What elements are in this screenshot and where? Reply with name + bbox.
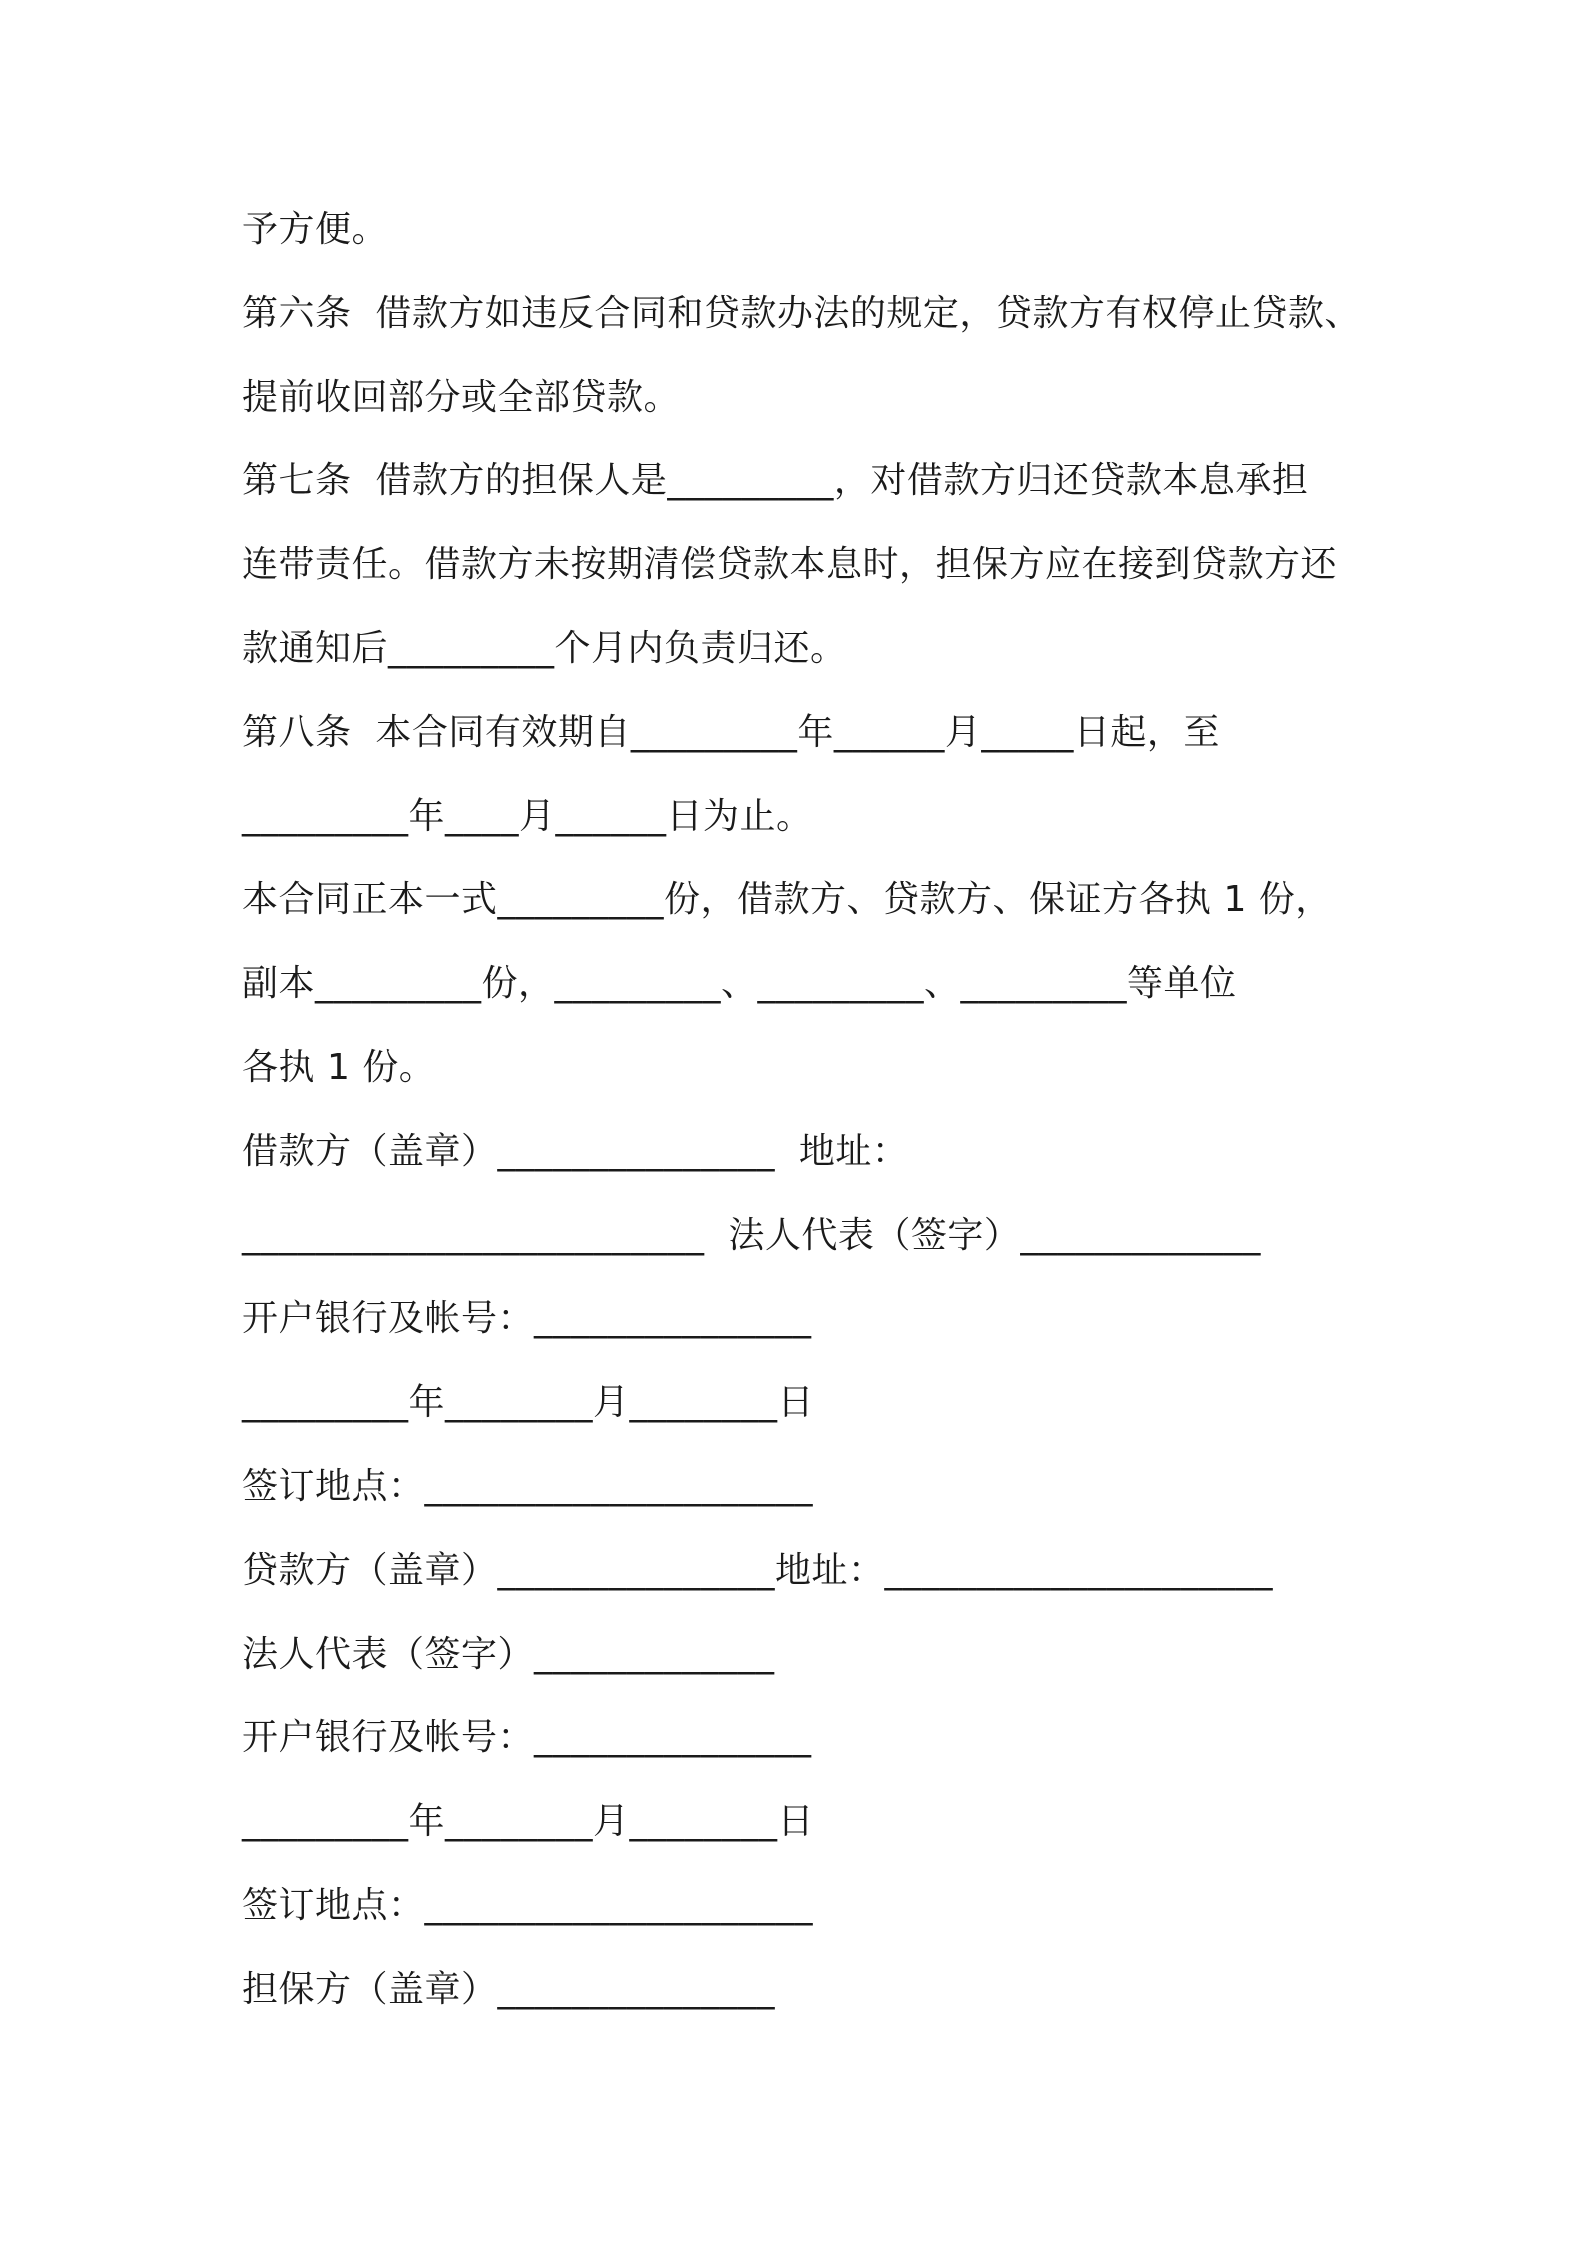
article-6-line-2: 提前收回部分或全部贷款。 [242, 377, 681, 418]
copies-line-3: 各执 1 份。 [242, 1047, 436, 1088]
lender-seal-line: 贷款方（盖章）_______________地址：_____________________ [242, 1550, 1274, 1591]
lender-bank-line: 开户银行及帐号：_______________ [242, 1717, 812, 1758]
article-7-line-3: 款通知后_________个月内负责归还。 [242, 628, 847, 669]
article-8-line-1: 第八条 本合同有效期自_________年______月_____日起，至 [242, 712, 1220, 753]
article-7-line-2: 连带责任。借款方未按期清偿贷款本息时，担保方应在接到贷款方还 [242, 544, 1338, 585]
borrower-bank-line: 开户银行及帐号：_______________ [242, 1298, 812, 1339]
lender-date-line: _________年________月________日 [242, 1801, 814, 1842]
lender-place-line: 签订地点：_____________________ [242, 1885, 814, 1926]
article-8-line-2: _________年____月______日为止。 [242, 796, 813, 837]
borrower-rep-line: _________________________ 法人代表（签字）_____________ [242, 1215, 1261, 1256]
copies-line-1: 本合同正本一式_________份，借款方、贷款方、保证方各执 1 份， [242, 879, 1332, 920]
borrower-place-line: 签订地点：_____________________ [242, 1466, 814, 1507]
text-line-continuation: 予方便。 [242, 209, 389, 250]
guarantor-seal-line: 担保方（盖章）_______________ [242, 1969, 776, 2010]
article-6-line-1: 第六条 借款方如违反合同和贷款办法的规定，贷款方有权停止贷款、 [242, 293, 1361, 334]
copies-line-2: 副本_________份，_________、_________、_________等单位 [242, 963, 1237, 1004]
lender-rep-line: 法人代表（签字）_____________ [242, 1634, 775, 1675]
article-7-line-1: 第七条 借款方的担保人是_________，对借款方归还贷款本息承担 [242, 460, 1309, 501]
borrower-seal-line: 借款方（盖章）_______________ 地址： [242, 1131, 909, 1172]
borrower-date-line: _________年________月________日 [242, 1382, 814, 1423]
